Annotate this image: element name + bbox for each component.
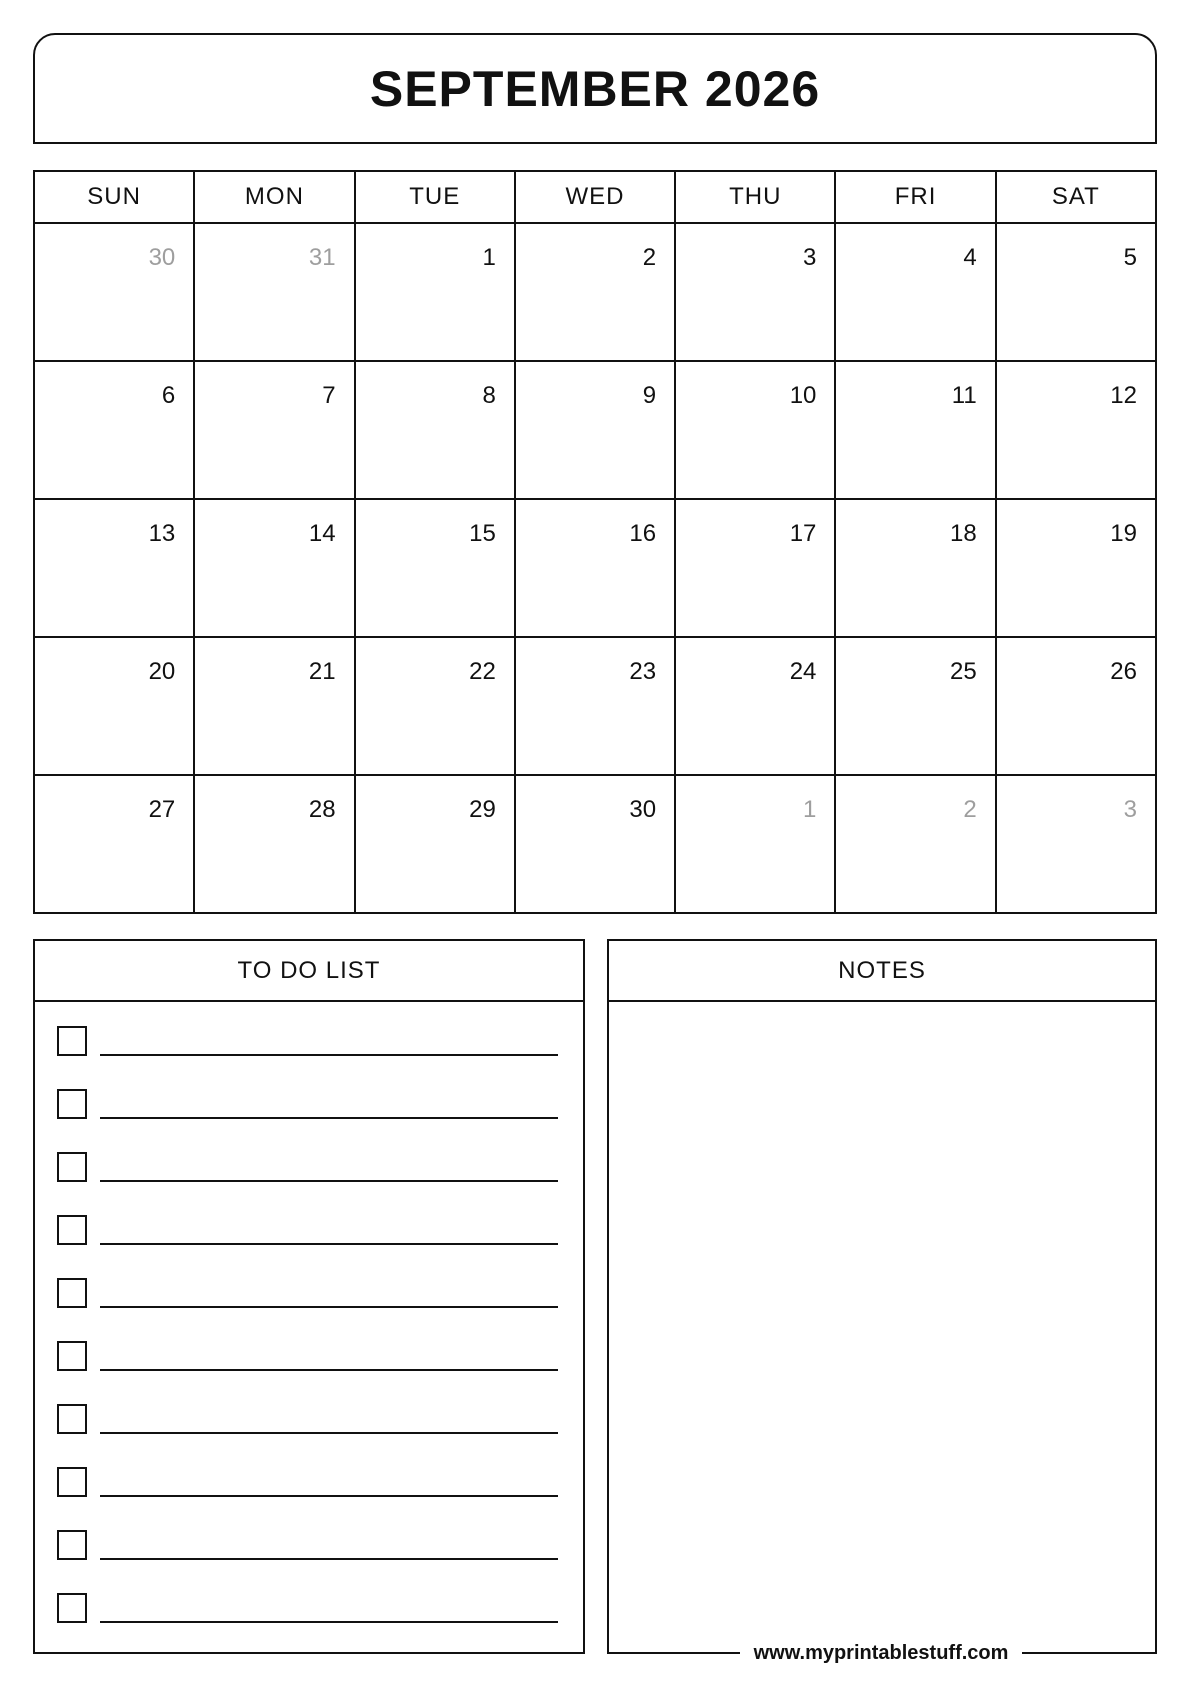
- day-number: 19: [1110, 520, 1137, 547]
- todo-checkbox[interactable]: [57, 1215, 87, 1245]
- day-cell[interactable]: [675, 361, 835, 499]
- day-number: 13: [148, 520, 176, 547]
- day-cell[interactable]: [355, 775, 515, 913]
- weekday-thu: THU: [675, 171, 835, 223]
- todo-list: [35, 1002, 583, 1656]
- day-cell[interactable]: [515, 775, 675, 913]
- day-number: 11: [951, 382, 977, 409]
- day-number: 29: [469, 796, 496, 823]
- todo-checkbox[interactable]: [57, 1278, 87, 1308]
- day-number: 5: [1123, 244, 1137, 271]
- day-cell[interactable]: [675, 775, 835, 913]
- day-cell[interactable]: [355, 637, 515, 775]
- weekday-header-row: [34, 171, 1156, 223]
- day-number: 31: [308, 244, 336, 271]
- todo-checkbox[interactable]: [57, 1467, 87, 1497]
- todo-checkbox[interactable]: [57, 1530, 87, 1560]
- day-number: 26: [1110, 658, 1137, 685]
- todo-write-line[interactable]: [100, 1432, 558, 1434]
- todo-item: [35, 1530, 583, 1593]
- day-number: 30: [148, 244, 176, 271]
- day-cell[interactable]: [996, 637, 1156, 775]
- day-cell[interactable]: [996, 775, 1156, 913]
- day-cell[interactable]: [194, 361, 354, 499]
- day-cell[interactable]: [34, 637, 194, 775]
- day-cell[interactable]: [34, 223, 194, 361]
- todo-item: [35, 1278, 583, 1341]
- day-cell[interactable]: [675, 223, 835, 361]
- day-cell[interactable]: [194, 775, 354, 913]
- day-cell[interactable]: [996, 499, 1156, 637]
- day-number: 12: [1110, 382, 1137, 409]
- title-box: [33, 33, 1157, 144]
- weekday-sat: SAT: [996, 171, 1156, 223]
- day-number: 21: [308, 658, 336, 685]
- todo-write-line[interactable]: [100, 1054, 558, 1056]
- todo-item: [35, 1467, 583, 1530]
- day-cell[interactable]: [34, 499, 194, 637]
- day-cell[interactable]: [675, 637, 835, 775]
- week-row: [34, 223, 1156, 361]
- todo-write-line[interactable]: [100, 1306, 558, 1308]
- day-number: 28: [308, 796, 336, 823]
- todo-checkbox[interactable]: [57, 1089, 87, 1119]
- day-number: 4: [963, 244, 977, 271]
- day-number: 30: [629, 796, 657, 823]
- todo-write-line[interactable]: [100, 1495, 558, 1497]
- notes-heading: NOTES: [609, 941, 1155, 1002]
- day-number: 16: [629, 520, 657, 547]
- calendar-body: [34, 223, 1156, 913]
- day-cell[interactable]: [515, 637, 675, 775]
- footer-url: www.myprintablestuff.com: [753, 1642, 1009, 1664]
- day-number: 9: [642, 382, 657, 409]
- day-cell[interactable]: [996, 223, 1156, 361]
- day-number: 17: [789, 520, 817, 547]
- week-row: [34, 775, 1156, 913]
- day-cell[interactable]: [194, 499, 354, 637]
- todo-item: [35, 1341, 583, 1404]
- day-number: 25: [949, 658, 977, 685]
- day-number: 3: [803, 244, 817, 271]
- week-row: [34, 499, 1156, 637]
- day-number: 2: [963, 796, 977, 823]
- todo-item: [35, 1593, 583, 1656]
- week-row: [34, 361, 1156, 499]
- weekday-fri: FRI: [835, 171, 995, 223]
- todo-heading: TO DO LIST: [35, 941, 583, 1002]
- day-cell[interactable]: [835, 223, 995, 361]
- todo-item: [35, 1026, 583, 1089]
- todo-item: [35, 1152, 583, 1215]
- day-cell[interactable]: [835, 361, 995, 499]
- notes-panel: [607, 939, 1157, 1654]
- todo-write-line[interactable]: [100, 1558, 558, 1560]
- todo-write-line[interactable]: [100, 1621, 558, 1623]
- page-title: SEPTEMBER 2026: [369, 60, 821, 117]
- day-number: 1: [803, 796, 817, 823]
- todo-item: [35, 1404, 583, 1467]
- day-number: 14: [308, 520, 336, 547]
- todo-checkbox[interactable]: [57, 1341, 87, 1371]
- todo-write-line[interactable]: [100, 1369, 558, 1371]
- weekday-sun: SUN: [34, 171, 194, 223]
- day-number: 6: [161, 382, 176, 409]
- day-cell[interactable]: [515, 499, 675, 637]
- todo-write-line[interactable]: [100, 1243, 558, 1245]
- day-number: 22: [469, 658, 496, 685]
- day-cell[interactable]: [355, 361, 515, 499]
- day-cell[interactable]: [194, 637, 354, 775]
- day-number: 10: [789, 382, 817, 409]
- day-cell[interactable]: [34, 361, 194, 499]
- day-cell[interactable]: [675, 499, 835, 637]
- todo-checkbox[interactable]: [57, 1026, 87, 1056]
- day-cell[interactable]: [835, 637, 995, 775]
- day-number: 1: [482, 244, 496, 271]
- todo-write-line[interactable]: [100, 1117, 558, 1119]
- day-number: 23: [629, 658, 657, 685]
- todo-item: [35, 1089, 583, 1152]
- day-number: 3: [1123, 796, 1137, 823]
- weekday-mon: MON: [194, 171, 354, 223]
- day-cell[interactable]: [355, 223, 515, 361]
- day-number: 18: [949, 520, 977, 547]
- day-cell[interactable]: [835, 499, 995, 637]
- week-row: [34, 637, 1156, 775]
- notes-area[interactable]: [609, 1002, 1155, 1642]
- day-number: 15: [469, 520, 496, 547]
- todo-checkbox[interactable]: [57, 1593, 87, 1623]
- day-cell[interactable]: [515, 223, 675, 361]
- day-cell[interactable]: [34, 775, 194, 913]
- weekday-wed: WED: [515, 171, 675, 223]
- todo-checkbox[interactable]: [57, 1404, 87, 1434]
- day-cell[interactable]: [835, 775, 995, 913]
- todo-item: [35, 1215, 583, 1278]
- day-number: 20: [148, 658, 176, 685]
- day-cell[interactable]: [355, 499, 515, 637]
- day-number: 24: [789, 658, 817, 685]
- day-cell[interactable]: [515, 361, 675, 499]
- todo-write-line[interactable]: [100, 1180, 558, 1182]
- day-number: 7: [322, 382, 336, 409]
- todo-panel: [33, 939, 585, 1654]
- day-cell[interactable]: [194, 223, 354, 361]
- day-number: 2: [642, 244, 657, 271]
- day-number: 8: [482, 382, 496, 409]
- day-cell[interactable]: [996, 361, 1156, 499]
- weekday-tue: TUE: [355, 171, 515, 223]
- day-number: 27: [148, 796, 176, 823]
- calendar-grid: [33, 170, 1157, 914]
- todo-checkbox[interactable]: [57, 1152, 87, 1182]
